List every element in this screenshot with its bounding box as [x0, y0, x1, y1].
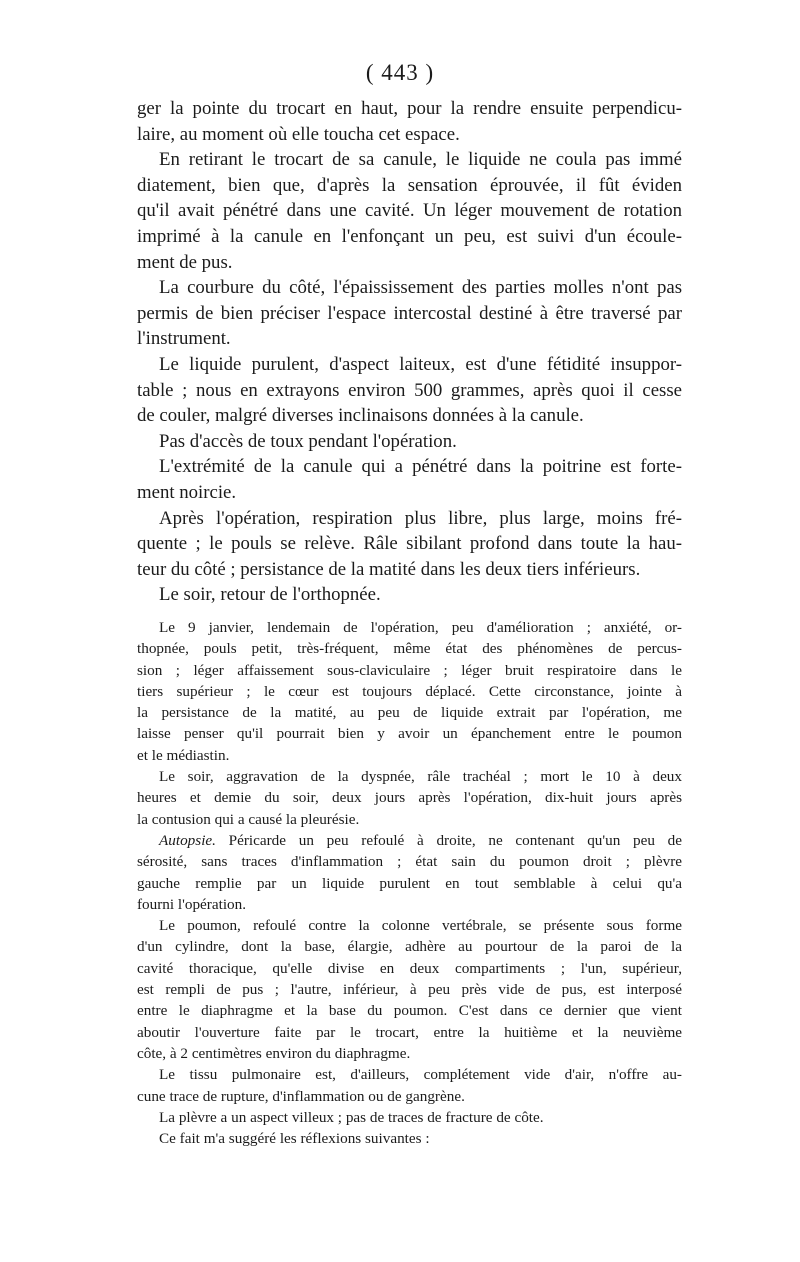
text-line: tiers supérieur ; le cœur est toujours déplacé. Cette circonstance, jointe à — [137, 682, 682, 700]
text-line: ment de pus. — [137, 251, 233, 273]
text-line: la contusion qui a causé la pleurésie. — [137, 810, 360, 828]
text-line: Après l'opération, respiration plus libre, plus large, moins fré- — [159, 507, 682, 529]
paragraph — [137, 582, 682, 608]
paragraph — [137, 454, 682, 505]
body-text-large — [137, 96, 682, 608]
italic-lead: Autopsie. — [159, 831, 216, 849]
paragraph — [137, 766, 682, 830]
paragraph — [137, 429, 682, 455]
text-line: sérosité, sans traces d'inflammation ; état sain du poumon droit ; plèvre — [137, 853, 682, 871]
text-line: la persistance de la matité, au peu de liquide extrait par l'opération, me — [137, 704, 682, 722]
paragraph — [137, 147, 682, 275]
text-line: Le tissu pulmonaire est, d'ailleurs, complétement vide d'air, n'offre au- — [159, 1066, 682, 1084]
text-line: ment noircie. — [137, 481, 237, 503]
paragraph — [137, 915, 682, 1064]
text-line: côte, à 2 centimètres environ du diaphragme. — [137, 1044, 411, 1062]
text-line: Pas d'accès de toux pendant l'opération. — [159, 430, 457, 452]
text-line: aboutir l'ouverture faite par le trocart, entre la huitième et la neuvième — [137, 1023, 682, 1041]
text-line: Le soir, retour de l'orthopnée. — [159, 584, 381, 606]
text-line: heures et demie du soir, deux jours après l'opération, dix-huit jours après — [137, 789, 682, 807]
text-line: et le médiastin. — [137, 746, 230, 764]
paragraph — [137, 506, 682, 583]
text-line: permis de bien préciser l'espace intercostal destiné à être traversé par — [137, 302, 682, 324]
text-line: En retirant le trocart de sa canule, le liquide ne coula pas immé — [159, 149, 682, 171]
page-number: ( 443 ) — [365, 60, 435, 85]
text-line: thopnée, pouls petit, très-fréquent, même état des phénomènes de percus- — [137, 640, 682, 658]
text-line: cune trace de rupture, d'inflammation ou de gangrène. — [137, 1087, 465, 1105]
text-line: quente ; le pouls se relève. Râle sibilant profond dans toute la hau- — [137, 533, 682, 555]
text-line: d'un cylindre, dont la base, élargie, adhère au pourtour de la paroi de la — [137, 938, 682, 956]
body-text-small — [137, 617, 682, 1149]
text-line: entre le diaphragme et la base du poumon. C'est dans ce dernier que vient — [137, 1002, 682, 1020]
text-line: est rempli de pus ; l'autre, inférieur, à peu près vide de pus, est interposé — [137, 981, 682, 999]
paragraph — [137, 1064, 682, 1107]
text-line: fourni l'opération. — [137, 895, 247, 913]
paragraph — [137, 1107, 682, 1128]
text-line: L'extrémité de la canule qui a pénétré dans la poitrine est forte- — [159, 456, 682, 478]
text-line: Le poumon, refoulé contre la colonne vertébrale, se présente sous forme — [159, 917, 682, 935]
text-line: imprimé à la canule en l'enfonçant un peu, est suivi d'un écoule- — [137, 225, 682, 247]
text-line: Le liquide purulent, d'aspect laiteux, est d'une fétidité insuppor- — [159, 353, 682, 375]
text-line: laisse penser qu'il pourrait bien y avoir un épanchement entre le poumon — [137, 725, 682, 743]
paragraph — [137, 1128, 682, 1149]
text-line — [137, 830, 682, 851]
text-line: ger la pointe du trocart en haut, pour la rendre ensuite perpendicu- — [137, 98, 682, 119]
text-line: gauche remplie par un liquide purulent en tout semblable à celui qu'a — [137, 874, 682, 892]
text-line: qu'il avait pénétré dans une cavité. Un léger mouvement de rotation — [137, 200, 682, 222]
text-line: de couler, malgré diverses inclinaisons données à la canule. — [137, 405, 584, 427]
text-line: teur du côté ; persistance de la matité dans les deux tiers inférieurs. — [137, 558, 641, 580]
text-line: laire, au moment où elle toucha cet espace. — [137, 123, 460, 145]
paragraph — [137, 617, 682, 766]
text-line: Ce fait m'a suggéré les réflexions suivantes : — [159, 1130, 430, 1148]
paragraph — [137, 275, 682, 352]
text-line: Le soir, aggravation de la dyspnée, râle trachéal ; mort le 10 à deux — [159, 768, 682, 786]
text-line: diatement, bien que, d'après la sensation éprouvée, il fût éviden — [137, 174, 682, 196]
paragraph — [137, 830, 682, 915]
paragraph — [137, 352, 682, 429]
text-line: table ; nous en extrayons environ 500 grammes, après quoi il cesse — [137, 379, 682, 401]
text-line: l'instrument. — [137, 328, 231, 350]
text-line: sion ; léger affaissement sous-claviculaire ; léger bruit respiratoire dans le — [137, 661, 682, 679]
line-text: Péricarde un peu refoulé à droite, ne contenant qu'un peu de — [215, 831, 682, 849]
text-line: Le 9 janvier, lendemain de l'opération, peu d'amélioration ; anxiété, or- — [159, 619, 682, 636]
text-line: cavité thoracique, qu'elle divise en deux compartiments ; l'un, supérieur, — [137, 959, 682, 977]
text-line: La courbure du côté, l'épaississement des parties molles n'ont pas — [159, 277, 682, 299]
paragraph — [137, 96, 682, 147]
text-line: La plèvre a un aspect villeux ; pas de traces de fracture de côte. — [159, 1108, 544, 1126]
